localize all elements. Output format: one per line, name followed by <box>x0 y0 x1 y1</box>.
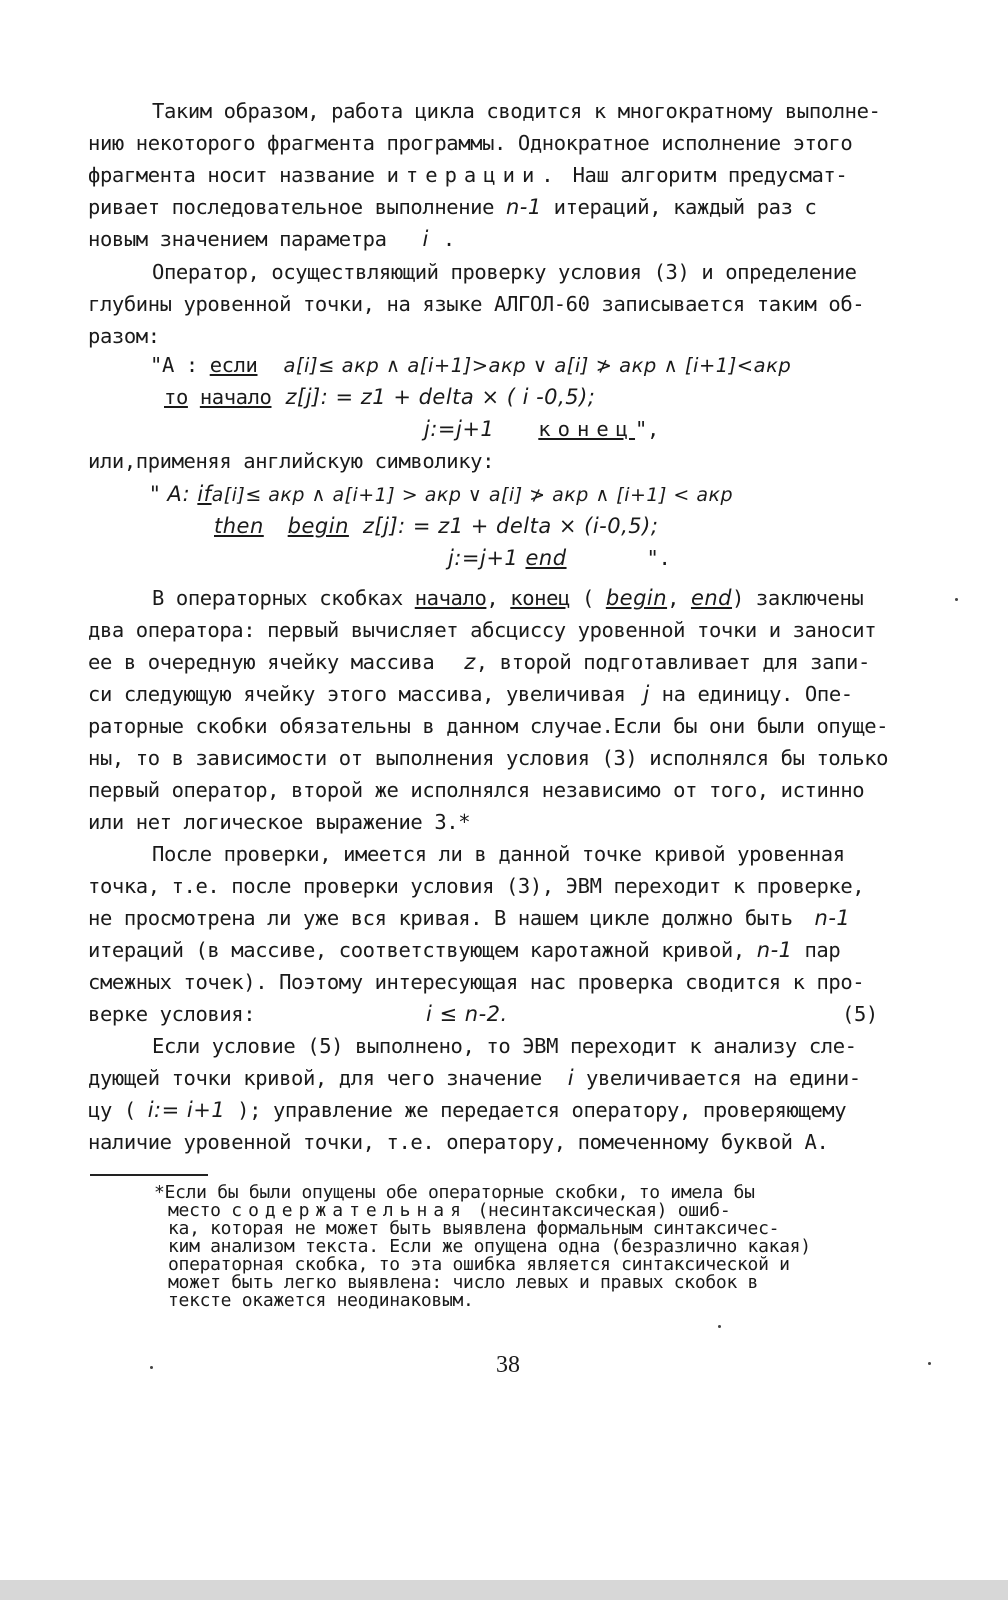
p5-line-1: После проверки, имеется ли в данной точке кривой уровенная <box>152 842 845 866</box>
p6-line-2-text: дующей точки кривой, для чего значение <box>88 1066 554 1090</box>
p4-line-4-text: си следующую ячейку этого массива, увеличивая <box>88 682 638 706</box>
word-end: end <box>690 586 733 610</box>
p1-line-3-text: фрагмента носит название <box>88 163 387 187</box>
equation-number-5: (5) <box>842 1002 878 1026</box>
algol-en-line-1 <box>150 481 733 508</box>
footnote-line-7: тексте окажется неодинаковым. <box>168 1290 474 1311</box>
keyword-end: end <box>525 546 567 570</box>
word-konets: конец <box>510 586 570 610</box>
p4-line-5: раторные скобки обязательны в данном случае.Если бы они были опуще- <box>88 714 889 738</box>
p5-line-3-text: не просмотрена ли уже вся кривая. В нашем цикле должно быть <box>88 906 805 930</box>
p4-line-1-text: В операторных скобках <box>152 586 415 610</box>
p6-line-2 <box>88 1065 861 1091</box>
p4-line-7: первый оператор, второй же исполнялся независимо от того, истинно <box>88 778 865 802</box>
math-n-minus-1-b: n-1 <box>814 906 851 930</box>
keyword-begin: begin <box>287 514 349 538</box>
keyword-esli: если <box>209 353 258 377</box>
footnote-separator <box>90 1174 208 1176</box>
page-number: 38 <box>496 1352 520 1378</box>
footnote-line-2-text: место <box>168 1200 232 1221</box>
p1-line-1: Таким образом, работа цикла сводится к многократному выполне- <box>152 99 881 123</box>
p4-line-4-tail: на единицу. Опе- <box>649 682 853 706</box>
footnote-line-6: может быть легко выявлена: число левых и правых скобок в <box>168 1272 759 1293</box>
keyword-then: then <box>214 514 264 538</box>
p4-line-2: два оператора: первый вычисляет абсциссу уровенной точки и заносит <box>88 618 877 642</box>
p3-line-1: или,применяя английскую символику: <box>88 449 495 473</box>
keyword-nachalo: начало <box>199 385 272 409</box>
p5-line-4 <box>88 937 840 963</box>
p1-line-3 <box>88 162 847 188</box>
p1-line-4 <box>88 194 816 220</box>
p4-line-3-text: ее в очередную ячейку массива <box>88 650 447 674</box>
math-i: i <box>422 227 429 251</box>
algol-en-line-2 <box>214 513 658 539</box>
p2-line-2: глубины уровенной точки, на языке АЛГОЛ-60 записывается таким об- <box>88 292 865 316</box>
algol-ru-line-1 <box>150 352 791 379</box>
p4-line-3 <box>88 649 870 675</box>
p6-line-3-text: цу ( <box>88 1098 148 1122</box>
footnote-line-3: ка, которая не может быть выявлена формальным синтаксичес- <box>168 1218 780 1239</box>
algol-ru-label: "А : <box>150 353 210 377</box>
algol-en-condition: a[i]≤ акр ∧ a[i+1] > акр ∨ a[i] ≯ акр ∧ [i+1] < акр <box>211 484 734 506</box>
p5-line-6-text: верке условия: <box>88 1002 256 1026</box>
algol-ru-assignment: z[j]: = z1 + delta × ( i -0,5); <box>285 385 596 409</box>
math-j: j <box>643 682 650 706</box>
footnote-line-4: ким анализом текста. Если же опущена одна (безразлично какая) <box>168 1236 811 1257</box>
math-i-increment: i:= i+1 <box>147 1098 226 1122</box>
term-iteration: итерации. <box>386 163 561 187</box>
p1-line-4-text: ривает последовательное выполнение <box>88 195 506 219</box>
p6-line-4: наличие уровенной точки, т.е. оператору, помеченному буквой А. <box>88 1130 829 1154</box>
p1-line-5 <box>88 226 455 252</box>
algol-en-line-3 <box>448 545 670 571</box>
algol-en-increment: j:=j+1 <box>448 546 526 570</box>
math-z: z <box>464 650 476 674</box>
p2-line-1: Оператор, осуществляющий проверку условия (3) и определение <box>152 260 857 284</box>
algol-en-end-quote: ". <box>646 546 671 570</box>
p2-line-3: разом: <box>88 324 160 348</box>
footnote-line-2-tail: (несинтаксическая) ошиб- <box>466 1200 731 1221</box>
keyword-konets: конец <box>538 417 636 441</box>
p4-comma-2: , <box>667 586 691 610</box>
p5-line-4-text: итераций (в массиве, соответствующем каротажной кривой, <box>88 938 757 962</box>
math-n-minus-1-c: n-1 <box>756 938 793 962</box>
p5-line-5: смежных точек). Поэтому интересующая нас проверка сводится к про- <box>88 970 865 994</box>
p4-line-4 <box>88 681 853 707</box>
scan-bottom-edge <box>0 1580 1008 1600</box>
algol-ru-line-3 <box>424 416 659 442</box>
p1-line-4-tail: итераций, каждый раз с <box>541 195 817 219</box>
word-nachalo: начало <box>414 586 487 610</box>
condition-5: i ≤ n-2. <box>426 1002 508 1026</box>
p6-line-3-tail: ); управление же передается оператору, проверяющему <box>225 1098 847 1122</box>
p1-line-5-tail: . <box>442 227 455 251</box>
keyword-if: if <box>197 482 212 506</box>
algol-en-label: " A: <box>150 482 198 506</box>
term-substantive: содержательная <box>231 1200 467 1221</box>
p4-comma: , <box>486 586 511 610</box>
p1-line-2: нию некоторого фрагмента программы. Однократное исполнение этого <box>88 131 853 155</box>
p4-line-8: или нет логическое выражение 3.* <box>88 810 471 834</box>
math-n-minus-1: n-1 <box>505 195 542 219</box>
footnote-line-5: операторная скобка, то эта ошибка является синтаксической и <box>168 1254 790 1275</box>
math-i-b: i <box>567 1066 575 1090</box>
p6-line-1: Если условие (5) выполнено, то ЭВМ переходит к анализу сле- <box>152 1034 857 1058</box>
p6-line-3 <box>88 1097 846 1123</box>
scan-speck <box>718 1325 721 1328</box>
p5-line-4-tail: пар <box>792 938 841 962</box>
algol-ru-increment: j:=j+1 <box>424 417 495 441</box>
p1-line-3-tail: Наш алгоритм предусмат- <box>560 163 848 187</box>
footnote-line-1: *Если бы были опущены обе операторные скобки, то имела бы <box>154 1182 755 1203</box>
p5-line-2: точка, т.е. после проверки условия (3), ЭВМ переходит к проверке, <box>88 874 865 898</box>
p4-line-1 <box>152 585 863 611</box>
p4-paren-open: ( <box>570 586 606 610</box>
p4-line-1-tail: ) заключены <box>732 586 864 610</box>
p1-line-5-text: новым значением параметра <box>88 227 399 251</box>
algol-ru-condition: a[i]≤ акр ∧ a[i+1]>акр ∨ a[i] ≯ акр ∧ [i+1]<акр <box>283 354 792 377</box>
p4-line-6: ны, то в зависимости от выполнения условия (3) исполнялся бы только <box>88 746 889 770</box>
scan-speck <box>150 1366 153 1369</box>
algol-ru-end-quote: ", <box>635 417 659 441</box>
p5-line-3 <box>88 905 850 931</box>
algol-ru-line-2 <box>164 384 595 410</box>
p4-line-3-tail: , второй подготавливает для запи- <box>475 650 870 674</box>
keyword-to: то <box>164 385 188 409</box>
scan-speck <box>928 1362 931 1365</box>
scan-speck <box>955 598 958 601</box>
p6-line-2-tail: увеличивается на едини- <box>574 1066 861 1090</box>
word-begin: begin <box>605 586 668 610</box>
algol-en-assignment: z[j]: = z1 + delta × (i-0,5); <box>362 514 659 538</box>
